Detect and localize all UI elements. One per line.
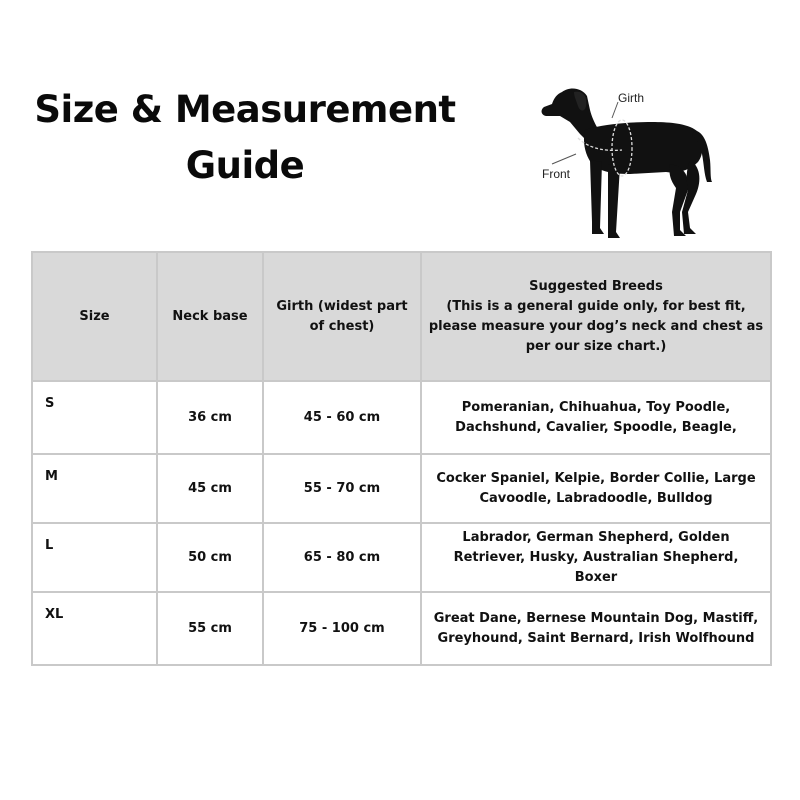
header-breeds-title: Suggested Breeds xyxy=(529,278,663,294)
row-girth: 45 - 60 cm xyxy=(263,381,421,454)
row-size: S xyxy=(32,381,157,454)
header-neck-base: Neck base xyxy=(157,252,263,381)
row-breeds: Pomeranian, Chihuahua, Toy Poodle, Dachshund, Cavalier, Spoodle, Beagle, xyxy=(421,381,771,454)
table-row xyxy=(32,523,771,592)
row-neck-base: 55 cm xyxy=(157,592,263,665)
row-size: XL xyxy=(32,592,157,665)
table-row xyxy=(32,381,771,454)
page-title-line-2: Guide xyxy=(185,144,305,187)
header-girth: Girth (widest part of chest) xyxy=(263,252,421,381)
table-header xyxy=(32,252,771,381)
row-girth: 55 - 70 cm xyxy=(263,454,421,523)
page-title-line-1: Size & Measurement xyxy=(34,88,456,131)
row-breeds: Cocker Spaniel, Kelpie, Border Collie, Large Cavoodle, Labradoodle, Bulldog xyxy=(421,454,771,523)
dog-measurement-diagram xyxy=(530,82,720,242)
row-neck-base: 50 cm xyxy=(157,523,263,592)
girth-label: Girth xyxy=(618,91,645,105)
row-neck-base: 36 cm xyxy=(157,381,263,454)
header-breeds-note: (This is a general guide only, for best fit, please measure your dog’s neck and chest as per our size chart.) xyxy=(428,298,764,354)
front-pointer-line xyxy=(552,154,576,164)
row-size: L xyxy=(32,523,157,592)
row-girth: 75 - 100 cm xyxy=(263,592,421,665)
row-breeds: Labrador, German Shepherd, Golden Retriever, Husky, Australian Shepherd, Boxer xyxy=(421,523,771,592)
dog-silhouette-icon xyxy=(542,89,712,238)
table-row xyxy=(32,592,771,665)
row-size: M xyxy=(32,454,157,523)
table-header-row xyxy=(32,252,771,381)
size-guide-table xyxy=(31,251,772,666)
front-label: Front xyxy=(542,167,571,181)
table-row xyxy=(32,454,771,523)
header-suggested-breeds xyxy=(421,252,771,381)
header-size: Size xyxy=(32,252,157,381)
row-girth: 65 - 80 cm xyxy=(263,523,421,592)
row-breeds: Great Dane, Bernese Mountain Dog, Mastiff, Greyhound, Saint Bernard, Irish Wolfhound xyxy=(421,592,771,665)
page-title xyxy=(30,82,460,194)
row-neck-base: 45 cm xyxy=(157,454,263,523)
